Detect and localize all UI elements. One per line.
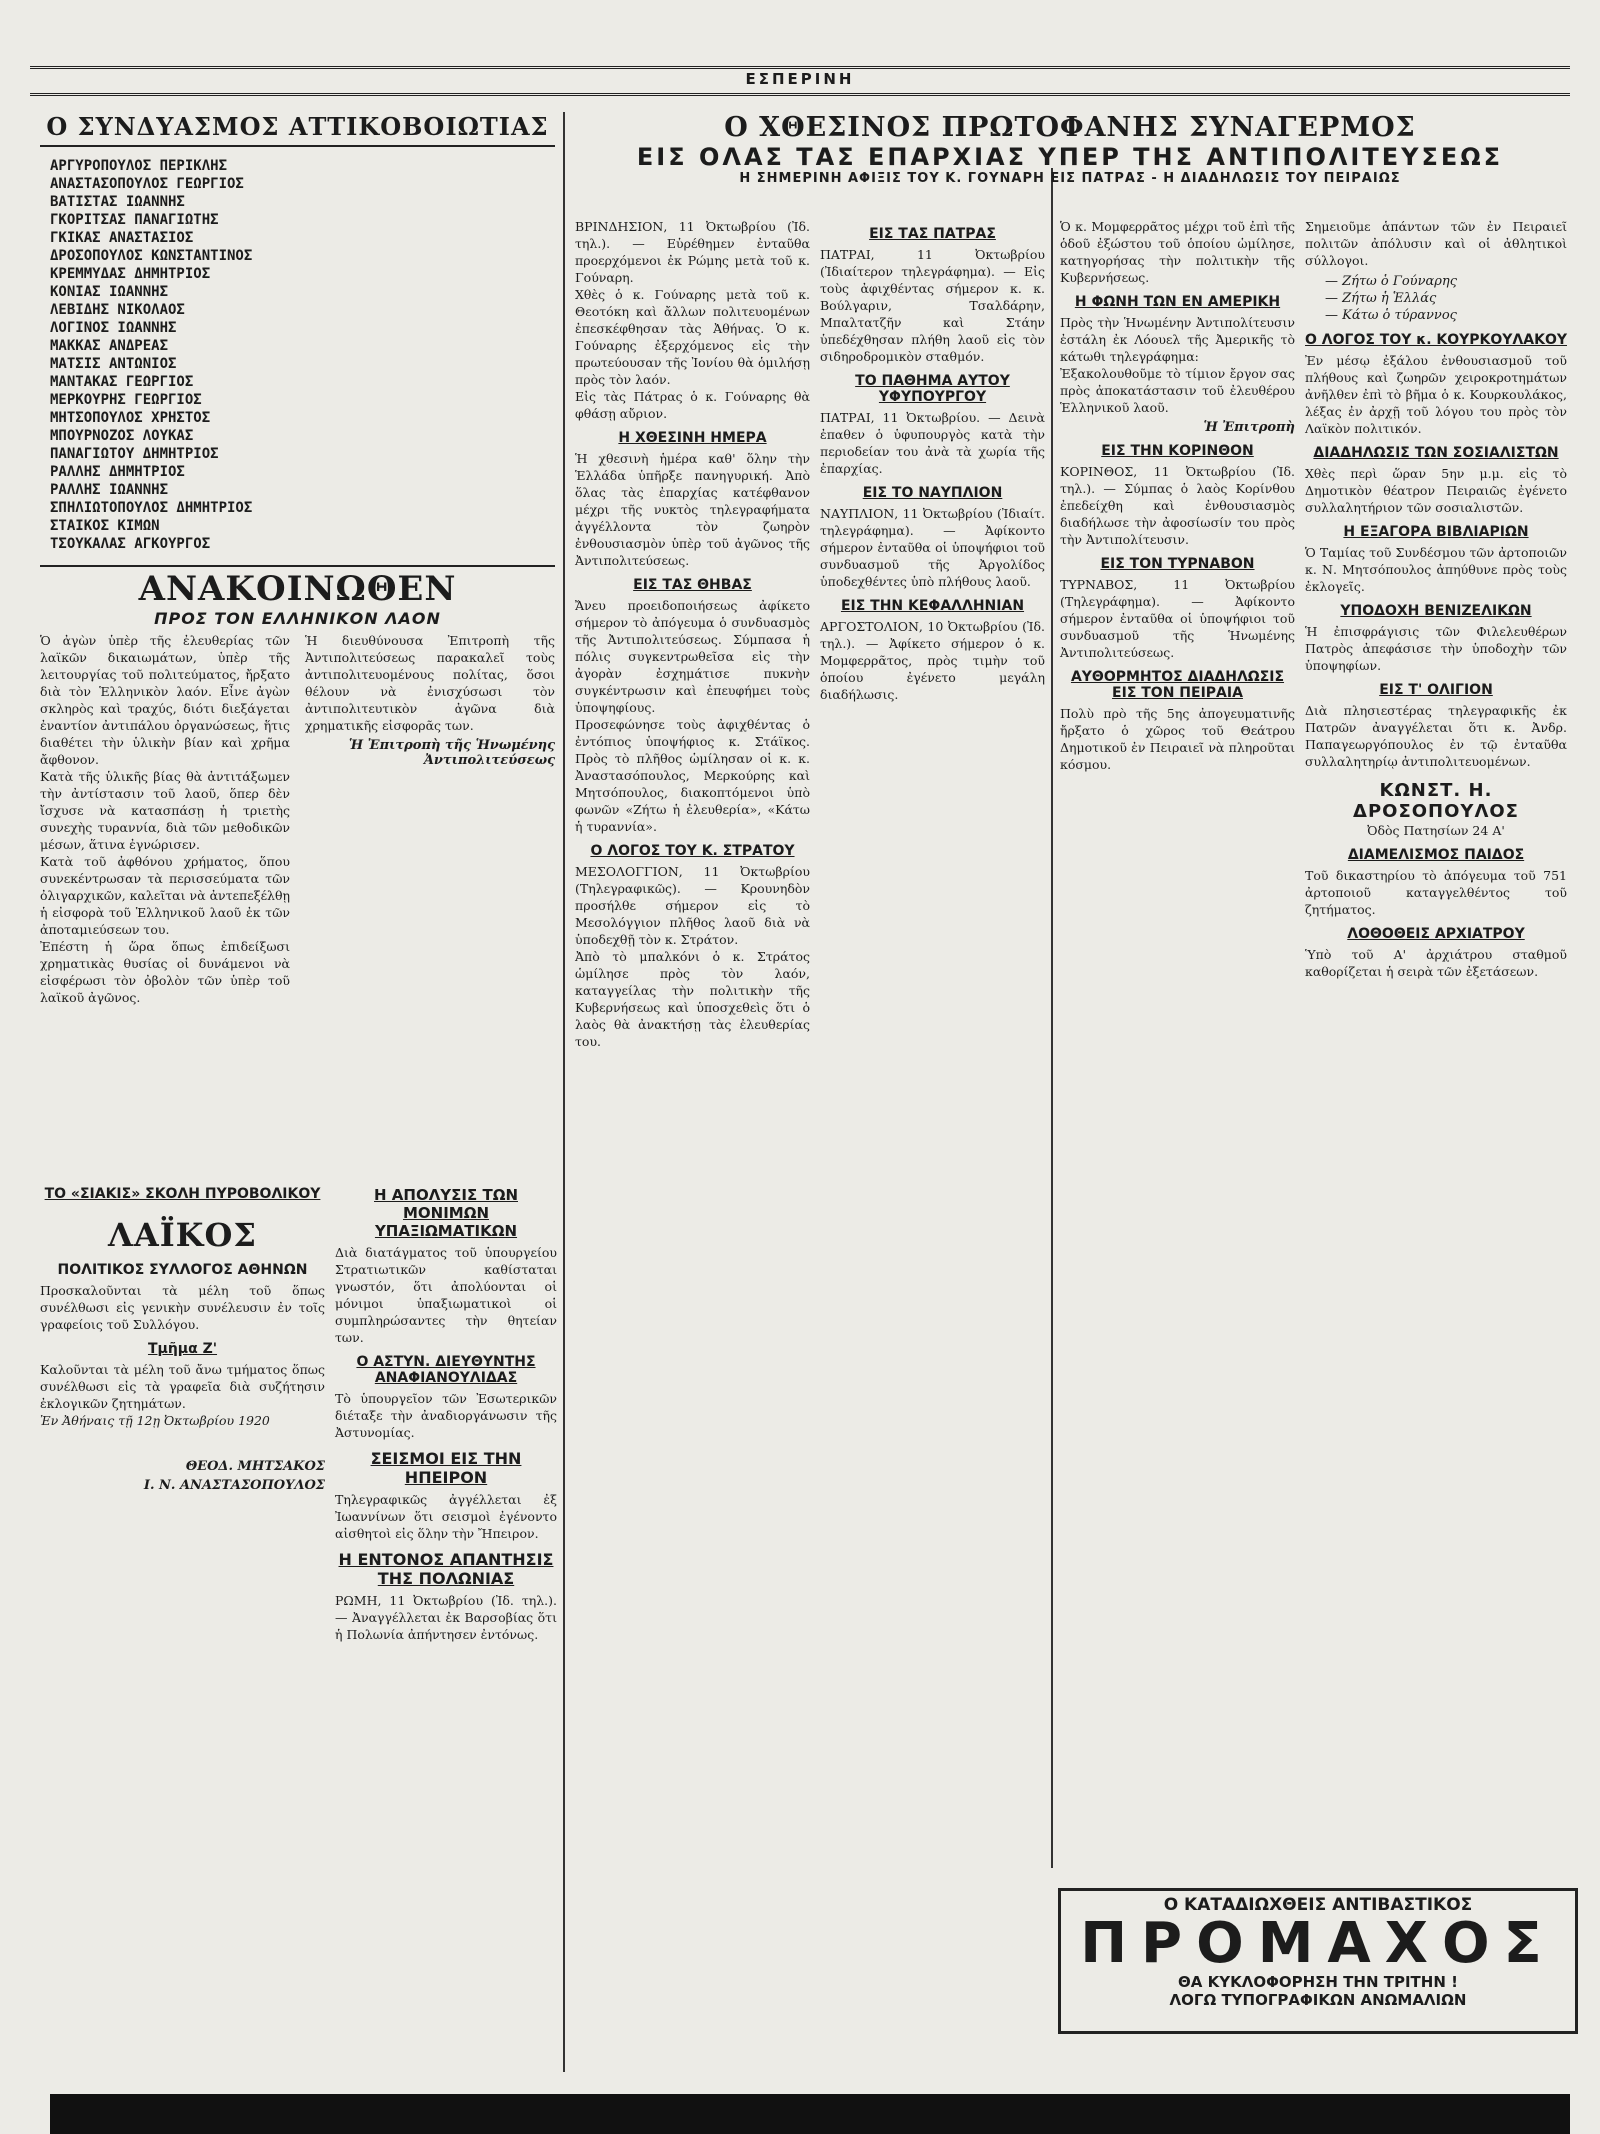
oligion-paragraph: Διὰ πλησιεστέρας τηλεγραφικῆς ἐκ Πατρῶν ἀναγγέλεται ὅτι κ. Ἀνδρ. Παπαγεωργόπουλος ἐν τῷ ἐνταῦθα συλλαλητηρίῳ ἀντιπολιτευομένων. [1305, 703, 1567, 769]
candidate-name: ΑΡΓΥΡΟΠΟΥΛΟΣ ΠΕΡΙΚΛΗΣ [50, 158, 228, 174]
candidate-name: ΔΡΟΣΟΠΟΥΛΟΣ ΚΩΝΣΤΑΝΤΙΝΟΣ [50, 248, 253, 264]
day-heading: Η ΧΘΕΣΙΝΗ ΗΜΕΡΑ [618, 430, 767, 446]
police-heading: Ο ΑΣΤΥΝ. ΔΙΕΥΘΥΝΤΗΣ ΑΝΑΦΙΑΝΟΥΛΙΔΑΣ [356, 1354, 536, 1386]
doctor-heading: ΛΟΘΟΘΕΙΣ ΑΡΧΙΑΤΡΟΥ [1347, 926, 1525, 942]
left-middle-column [335, 1178, 557, 1643]
promahos-title: ΠΡΟΜΑΧΟΣ [1080, 1911, 1556, 1976]
america-paragraph: Ἐξακολουθοῦμε τὸ τίμιον ἔργον σας πρὸς ἀποκατάστασιν τοῦ ἐλευθέρου Ἑλληνικοῦ λαοῦ. [1060, 366, 1295, 415]
stratos-paragraph: Ἀπὸ τὸ μπαλκόνι ὁ κ. Στράτος ὡμίλησε πρὸς τὸν λαόν, καταγγείλας τὴν πολιτικὴν τῆς Κυβερνήσεως καὶ ὑποσχεθεὶς ὅτι ὁ λαὸς θὰ ἀνακτήσῃ τὰς ἐλευθερίας του. [575, 949, 810, 1049]
ad-name: ΚΩΝΣΤ. Η. ΔΡΟΣΟΠΟΥΛΟΣ [1353, 780, 1519, 822]
column-rule [1051, 168, 1053, 1868]
nafplion-paragraph: ΝΑΥΠΛΙΟΝ, 11 Ὀκτωβρίου (Ἰδιαίτ. τηλεγράφημα). — Ἀφίκοντο σήμερον ἐνταῦθα οἱ ὑποψήφιοι τοῦ συνδυασμοῦ τῆς Ἀργολίδος ὑποδεχθέντες ὑπὸ πλήθους λαοῦ. [820, 506, 1045, 589]
candidate-name: ΜΗΤΣΟΠΟΥΛΟΣ ΧΡΗΣΤΟΣ [50, 410, 211, 426]
kourkoulakos-paragraph: Ἐν μέσῳ ἐξάλου ἐνθουσιασμοῦ τοῦ πλήθους καὶ ζωηρῶν χειροκροτημάτων ἀνῆλθεν ἐπὶ τὸ βῆμα ὁ κ. Κουρκουλάκος, λέξας ἐν ἀρχῇ τοῦ λόγου του πρὸς τὸν Λαϊκὸν πολιτικόν. [1305, 353, 1567, 436]
main-column-1 [575, 218, 810, 1050]
tyrnavos-heading: ΕΙΣ ΤΟΝ ΤΥΡΝΑΒΟΝ [1100, 556, 1255, 572]
laikos-date: Ἐν Ἀθήναις τῇ 12ῃ Ὀκτωβρίου 1920 [40, 1413, 270, 1428]
earthquake-paragraph: Τηλεγραφικῶς ἀγγέλλεται ἐξ Ἰωαννίνων ὅτι σεισμοὶ ἐγένοντο αἰσθητοὶ εἰς ὅλην τὴν Ἤπειρον. [335, 1492, 557, 1541]
candidate-name: ΑΝΑΣΤΑΣΟΠΟΥΛΟΣ ΓΕΩΡΓΙΟΣ [50, 176, 244, 192]
left-lower-column [40, 1178, 325, 1493]
oligion-heading: ΕΙΣ Τ' ΟΛΙΓΙΟΝ [1379, 682, 1493, 698]
corinth-heading: ΕΙΣ ΤΗΝ ΚΟΡΙΝΘΟΝ [1101, 443, 1254, 459]
candidate-name: ΤΣΟΥΚΑΛΑΣ ΑΓΚΟΥΡΓΟΣ [50, 536, 211, 552]
venizelists-paragraph: Ἡ ἐπισφράγισις τῶν Φιλελευθέρων Πατρὸς ἀπεφάσισε τὴν ὑποδοχὴν τῶν ὑποψηφίων. [1305, 624, 1567, 673]
announcement-signature: Ἡ Ἐπιτροπὴ τῆς Ἡνωμένης Ἀντιπολιτεύσεως [348, 738, 555, 768]
candidate-name: ΜΠΟΥΡΝΟΖΟΣ ΛΟΥΚΑΣ [50, 428, 194, 444]
candidate-name: ΒΑΤΙΣΤΑΣ ΙΩΑΝΝΗΣ [50, 194, 185, 210]
candidate-name: ΣΤΑΙΚΟΣ ΚΙΜΩΝ [50, 518, 160, 534]
candidate-name: ΜΕΡΚΟΥΡΗΣ ΓΕΩΡΓΙΟΣ [50, 392, 202, 408]
corinth-paragraph: ΚΟΡΙΝΘΟΣ, 11 Ὀκτωβρίου (Ἰδ. τηλ.). — Σύμπας ὁ λαὸς Κορίνθου ἐπεδείχθη καὶ ἐνθουσιασμὸς διαδήλωσε τὴν ἀφοσίωσίν του πρὸς τὴν Ἀντιπολίτευσιν. [1060, 464, 1295, 547]
announcement-paragraph: Ἡ διευθύνουσα Ἐπιτροπὴ τῆς Ἀντιπολιτεύσεως παρακαλεῖ τοὺς ἀντιπολιτευομένους πολίτας, ὅσοι θέλουν νὰ ἐνισχύσωσι τὸν ἀντιπολιτευτικὸν ἀγῶνα διὰ χρηματικῆς εἰσφορᾶς των. [305, 633, 555, 733]
cheer-line: — Ζήτω ἡ Ἑλλάς [1325, 291, 1437, 306]
promahos-line-3: ΘΑ ΚΥΚΛΟΦΟΡΗΣΗ ΤΗΝ ΤΡΙΤΗΝ ! [1178, 1973, 1458, 1991]
poland-paragraph: ΡΩΜΗ, 11 Ὀκτωβρίου (Ἰδ. τηλ.). — Ἀναγγέλλεται ἐκ Βαρσοβίας ὅτι ἡ Πολωνία ἀπήντησεν ἐντόνως. [335, 1593, 557, 1642]
column-rule [563, 112, 565, 2072]
brindisi-paragraph: ΒΡΙΝΔΗΣΙΟΝ, 11 Ὀκτωβρίου (Ἰδ. τηλ.). — Εὑρέθημεν ἐνταῦθα προερχόμενοι ἐκ Ρώμης μετὰ τοῦ κ. Γούναρη. [575, 219, 810, 285]
left-headline: Ο ΣΥΝΔΥΑΣΜΟΣ ΑΤΤΙΚΟΒΟΙΩΤΙΑΣ [40, 112, 555, 147]
piraeus-heading: ΑΥΘΟΡΜΗΤΟΣ ΔΙΑΔΗΛΩΣΙΣ ΕΙΣ ΤΟΝ ΠΕΙΡΑΙΑ [1070, 669, 1285, 701]
america-paragraph: Πρὸς τὴν Ἡνωμένην Ἀντιπολίτευσιν ἐστάλη ἐκ Λόουελ τῆς Ἀμερικῆς τὸ κάτωθι τηλεγράφημα: [1060, 315, 1295, 364]
booklets-heading: Η ΕΞΑΓΟΡΑ ΒΙΒΛΙΑΡΙΩΝ [1343, 524, 1529, 540]
cheer-line: — Κάτω ὁ τύραννος [1325, 308, 1457, 323]
candidate-name: ΛΟΓΙΝΟΣ ΙΩΑΝΝΗΣ [50, 320, 177, 336]
kourkoulakos-heading: Ο ΛΟΓΟΣ ΤΟΥ κ. ΚΟΥΡΚΟΥΛΑΚΟΥ [1305, 332, 1567, 348]
left-column [40, 112, 555, 1006]
candidate-name: ΓΚΟΡΙΤΣΑΣ ΠΑΝΑΓΙΩΤΗΣ [50, 212, 219, 228]
main-headline: Ο ΧΘΕΣΙΝΟΣ ΠΡΩΤΟΦΑΝΗΣ ΣΥΝΑΓΕΡΜΟΣ [724, 112, 1416, 143]
brindisi-paragraph: Χθὲς ὁ κ. Γούναρης μετὰ τοῦ κ. Θεοτόκη καὶ ἄλλων πολιτευομένων ἐπεσκέφθησαν τὰς Ἀθήνας. Ὁ κ. Γούναρης ἐξερχόμενος εἰς τὴν πρωτεύουσαν τῆς Ἰονίου θὰ ὁμιλήσῃ πρὸς τὸν λαόν. [575, 287, 810, 387]
child-paragraph: Τοῦ δικαστηρίου τὸ ἀπόγευμα τοῦ 751 ἀρτοποιοῦ καταγγελθέντος τοῦ ζητήματος. [1305, 868, 1567, 917]
masthead-title: ΕΣΠΕΡΙΝΗ [738, 70, 863, 88]
booklets-paragraph: Ὁ Ταμίας τοῦ Συνδέσμου τῶν ἀρτοποιῶν κ. Ν. Μητσόπουλος ἀπηύθυνε πρὸς τοὺς ἐκλογεῖς. [1305, 545, 1567, 594]
promahos-ad [1058, 1888, 1578, 2034]
candidate-name: ΡΑΛΛΗΣ ΙΩΑΝΝΗΣ [50, 482, 169, 498]
candidate-name: ΓΚΙΚΑΣ ΑΝΑΣΤΑΣΙΟΣ [50, 230, 194, 246]
socialists-heading: ΔΙΑΔΗΛΩΣΙΣ ΤΩΝ ΣΟΣΙΑΛΙΣΤΩΝ [1313, 445, 1559, 461]
laikos-paragraph: Καλοῦνται τὰ μέλη τοῦ ἄνω τμήματος ὅπως συνέλθωσι εἰς τὰ γραφεῖα διὰ συζήτησιν ἐκλογικῶν ζητημάτων. [40, 1362, 325, 1411]
announcement-paragraph: Ὁ ἀγὼν ὑπὲρ τῆς ἐλευθερίας τῶν λαϊκῶν δικαιωμάτων, ὑπὲρ τῆς λειτουργίας τοῦ πολιτεύματος, ἤρξατο διὰ τὸν Ἑλληνικὸν λαόν. Εἶνε ἀγὼν σκληρὸς καὶ τραχύς, διότι διεξάγεται ἐναντίον ἀντιπάλου ὀργανώσεως, ἥτις διαθέτει τὴν ὑλικὴν βίαν καὶ χρῆμα ἄφθονον. [40, 633, 290, 767]
signature: ΘΕΟΔ. ΜΗΤΣΑΚΟΣ [185, 1459, 325, 1474]
footer-bar [50, 2094, 1570, 2134]
deputy-heading: ΤΟ ΠΑΘΗΜΑ ΑΥΤΟΥ ΥΦΥΠΟΥΡΓΟΥ [855, 373, 1010, 405]
right-paragraph: Ὁ κ. Μομφερρᾶτος μέχρι τοῦ ἐπὶ τῆς ὁδοῦ ἐξώστου τοῦ ὁποίου ὡμίλησε, κατηγορήσας τὴν πολιτικὴν τῆς Κυβερνήσεως. [1060, 219, 1295, 285]
announcement-paragraph: Ἐπέστη ἡ ὥρα ὅπως ἐπιδείξωσι χρηματικὰς θυσίας οἱ δυνάμενοι νὰ εἰσφέρωσι τὸν ὀβολὸν τῶν ὑπὲρ τοῦ λαϊκοῦ ἀγῶνος. [40, 939, 290, 1005]
ad-address: Ὀδὸς Πατησίων 24 Α' [1367, 823, 1505, 838]
patras-heading: ΕΙΣ ΤΑΣ ΠΑΤΡΑΣ [869, 226, 996, 242]
thebes-heading: ΕΙΣ ΤΑΣ ΘΗΒΑΣ [633, 577, 752, 593]
day-paragraph: Ἡ χθεσινὴ ἡμέρα καθ' ὅλην τὴν Ἑλλάδα ὑπῆρξε πανηγυρική. Ἀπὸ ὅλας τὰς ἐπαρχίας κατέφθανον μέχρι τῆς νυκτὸς τηλεγραφήματα ἀγγέλλοντα τὸν ζωηρὸν ἐνθουσιασμὸν ὑπὲρ τοῦ ἀγῶνος τῆς Ἀντιπολιτεύσεως. [575, 451, 810, 568]
laikos-title: ΛΑΪΚΟΣ [108, 1216, 257, 1254]
far-paragraph: Σημειοῦμε ἁπάντων τῶν ἐν Πειραιεῖ πολιτῶν ἀπόλυσιν καὶ οἱ ἀθλητικοὶ σύλλογοι. [1305, 219, 1567, 268]
brindisi-paragraph: Εἰς τὰς Πάτρας ὁ κ. Γούναρης θὰ φθάσῃ αὔριον. [575, 389, 810, 421]
stratos-heading: Ο ΛΟΓΟΣ ΤΟΥ Κ. ΣΤΡΑΤΟΥ [590, 843, 795, 859]
poland-heading: Η ΕΝΤΟΝΟΣ ΑΠΑΝΤΗΣΙΣ ΤΗΣ ΠΟΛΩΝΙΑΣ [338, 1550, 554, 1588]
candidate-name: ΜΑΤΣΙΣ ΑΝΤΩΝΙΟΣ [50, 356, 177, 372]
doctor-paragraph: Ὑπὸ τοῦ Α' ἀρχιάτρου σταθμοῦ καθορίζεται ἡ σειρὰ τῶν ἐξετάσεων. [1305, 947, 1567, 979]
announcement-paragraph: Κατὰ τοῦ ἀφθόνου χρήματος, ὅπου συνεκέντρωσαν τὰ περισσεύματα τῶν ὀλιγαρχικῶν, καλεῖται νὰ ἀντεπεξέλθῃ ἡ εἰσφορὰ τοῦ Ἑλληνικοῦ λαοῦ ἐκ τῶν ἀποταμιεύσεων του. [40, 854, 290, 937]
candidate-name: ΣΠΗΛΙΩΤΟΠΟΥΛΟΣ ΔΗΜΗΤΡΙΟΣ [50, 500, 253, 516]
candidate-name: ΠΑΝΑΓΙΩΤΟΥ ΔΗΜΗΤΡΙΟΣ [50, 446, 219, 462]
america-heading: Η ΦΩΝΗ ΤΩΝ ΕΝ ΑΜΕΡΙΚΗ [1074, 294, 1281, 310]
earthquake-heading: ΣΕΙΣΜΟΙ ΕΙΣ ΤΗΝ ΗΠΕΙΡΟΝ [370, 1449, 522, 1487]
announcement-paragraph: Κατὰ τῆς ὑλικῆς βίας θὰ ἀντιτάξωμεν τὴν ἀντίστασιν τοῦ λαοῦ, ὅπερ δὲν ἴσχυσε νὰ κατασπάσῃ ἡ τριετὴς συνεχὴς τυραννία, διὰ τῶν μεθοδικῶν μέσων, ἅτινα ἐγνώρισεν. [40, 769, 290, 852]
cheers-list [1325, 273, 1567, 324]
right-column-2 [1305, 218, 1567, 980]
socialists-paragraph: Χθὲς περὶ ὥραν 5ην μ.μ. εἰς τὸ Δημοτικὸν θέατρον Πειραιῶς ἐγένετο συλλαλητήριον τῶν σοσιαλιστῶν. [1305, 466, 1567, 515]
candidate-name: ΡΑΛΛΗΣ ΔΗΜΗΤΡΙΟΣ [50, 464, 185, 480]
school-heading: ΤΟ «ΣΙΑΚΙΣ» ΣΚΟΛΗ ΠΥΡΟΒΟΛΙΚΟΥ [44, 1186, 321, 1202]
main-subsubheadline: Η ΣΗΜΕΡΙΝΗ ΑΦΙΞΙΣ ΤΟΥ Κ. ΓΟΥΝΑΡΗ ΕΙΣ ΠΑΤΡΑΣ - Η ΔΙΑΔΗΛΩΣΙΣ ΤΟΥ ΠΕΙΡΑΙΩΣ [739, 171, 1401, 186]
candidate-name: ΚΡΕΜΜΥΔΑΣ ΔΗΜΗΤΡΙΟΣ [50, 266, 211, 282]
kefalonia-paragraph: ΑΡΓΟΣΤΟΛΙΟΝ, 10 Ὀκτωβρίου (Ἰδ. τηλ.). — Ἀφίκετο σήμερον ὁ κ. Μομφερρᾶτος, πρὸς τιμὴν τοῦ ὁποίου ἐγένετο μεγάλη διαδήλωσις. [820, 619, 1045, 702]
child-heading: ΔΙΑΜΕΛΙΣΜΟΣ ΠΑΙΔΟΣ [1347, 847, 1525, 863]
thebes-paragraph: Ἄνευ προειδοποιήσεως ἀφίκετο σήμερον τὸ ἀπόγευμα ὁ συνδυασμὸς τῆς Ἀντιπολιτεύσεως. Σύμπασα ἡ πόλις συγκεντρωθεῖσα εἰς τὴν ἀγορὰν ἐσχημάτισε πυκνὴν συγκέντρωσιν καὶ ἐπευφήμει τοὺς ὑποψηφίους. [575, 598, 810, 715]
police-paragraph: Τὸ ὑπουργεῖον τῶν Ἐσωτερικῶν διέταξε τὴν ἀναδιοργάνωσιν τῆς Ἀστυνομίας. [335, 1391, 557, 1440]
deputy-paragraph: ΠΑΤΡΑΙ, 11 Ὀκτωβρίου. — Δεινὰ ἐπαθεν ὁ ὑφυπουργὸς κατὰ τὴν περιοδείαν του ἀνὰ τὰ χωρία τῆς ἐπαρχίας. [820, 410, 1045, 476]
masthead [30, 66, 1570, 96]
piraeus-paragraph: Πολὺ πρὸ τῆς 5ης ἀπογευματινῆς ἤρξατο ὁ χῶρος τοῦ Θεάτρου Δημοτικοῦ ἐν Πειραιεῖ νὰ πληροῦται κόσμου. [1060, 706, 1295, 772]
main-subheadline: ΕΙΣ ΟΛΑΣ ΤΑΣ ΕΠΑΡΧΙΑΣ ΥΠΕΡ ΤΗΣ ΑΝΤΙΠΟΛΙΤΕΥΣΕΩΣ [636, 143, 1504, 171]
candidate-list [50, 157, 555, 553]
thebes-paragraph: Προσεφώνησε τοὺς ἀφιχθέντας ὁ ἐντόπιος ὑποψήφιος κ. Στάϊκος. Πρὸς τὸ πλῆθος ὡμίλησαν οἱ κ. κ. Ἀναστασόπουλος, Μερκούρης καὶ Μητσόπουλος, διακοπτόμενοι ὑπὸ φωνῶν «Ζήτω ἡ ἐλευθερία», «Κάτω ἡ τυραννία». [575, 717, 810, 834]
right-column-1 [1060, 218, 1295, 773]
candidate-name: ΚΟΝΙΑΣ ΙΩΑΝΝΗΣ [50, 284, 169, 300]
candidate-name: ΜΑΝΤΑΚΑΣ ΓΕΩΡΓΙΟΣ [50, 374, 194, 390]
laikos-paragraph: Προσκαλοῦνται τὰ μέλη τοῦ ὅπως συνέλθωσι εἰς γενικὴν συνέλευσιν ἐν τοῖς γραφείοις τοῦ Συλλόγου. [40, 1283, 325, 1332]
candidate-name: ΜΑΚΚΑΣ ΑΝΔΡΕΑΣ [50, 338, 169, 354]
venizelists-heading: ΥΠΟΔΟΧΗ ΒΕΝΙΖΕΛΙΚΩΝ [1340, 603, 1532, 619]
announcement-title: ΑΝΑΚΟΙΝΩΘΕΝ [40, 565, 555, 609]
announcement-subtitle: ΠΡΟΣ ΤΟΝ ΕΛΛΗΝΙΚΟΝ ΛΑΟΝ [154, 609, 441, 628]
cheer-line: — Ζήτω ὁ Γούναρης [1325, 274, 1457, 289]
apolysis-heading: Η ΑΠΟΛΥΣΙΣ ΤΩΝ ΜΟΝΙΜΩΝ ΥΠΑΞΙΩΜΑΤΙΚΩΝ [374, 1186, 518, 1240]
laikos-section: Τμῆμα Ζ' [147, 1341, 218, 1357]
laikos-subtitle: ΠΟΛΙΤΙΚΟΣ ΣΥΛΛΟΓΟΣ ΑΘΗΝΩΝ [57, 1262, 308, 1278]
candidate-name: ΛΕΒΙΔΗΣ ΝΙΚΟΛΑΟΣ [50, 302, 185, 318]
promahos-line-4: ΛΟΓΩ ΤΥΠΟΓΡΑΦΙΚΩΝ ΑΝΩΜΑΛΙΩΝ [1169, 1991, 1467, 2009]
stratos-paragraph: ΜΕΣΟΛΟΓΓΙΟΝ, 11 Ὀκτωβρίου (Τηλεγραφικῶς). — Κρουνηδὸν προσήλθε σήμερον εἰς τὸ Μεσολόγγιον πλῆθος λαοῦ διὰ νὰ ὑποδεχθῇ τὸν κ. Στράτον. [575, 864, 810, 947]
signature: Ι. Ν. ΑΝΑΣΤΑΣΟΠΟΥΛΟΣ [143, 1478, 325, 1493]
patras-paragraph: ΠΑΤΡΑΙ, 11 Ὀκτωβρίου (Ἰδιαίτερον τηλεγράφημα). — Εἰς τοὺς ἀφιχθέντας σήμερον κ. κ. Βούλγαριν, Τσαλδάρην, Μπαλτατζῆν καὶ Στάην ὑπεδέχθησαν πλήθη λαοῦ εἰς τὸν σιδηροδρομικὸν σταθμόν. [820, 247, 1045, 364]
tyrnavos-paragraph: ΤΥΡΝΑΒΟΣ, 11 Ὀκτωβρίου (Τηλεγράφημα). — Ἀφίκοντο σήμερον ἐνταῦθα οἱ ὑποψήφιοι τοῦ συνδυασμοῦ τῆς Ἡνωμένης Ἀντιπολιτεύσεως. [1060, 577, 1295, 660]
kefalonia-heading: ΕΙΣ ΤΗΝ ΚΕΦΑΛΛΗΝΙΑΝ [840, 598, 1025, 614]
main-column-2 [820, 218, 1045, 703]
america-signature: Ἡ Ἐπιτροπὴ [1203, 420, 1295, 435]
promahos-line-1: Ο ΚΑΤΑΔΙΩΧΘΕΙΣ ΑΝΤΙΒΑΣΤΙΚΟΣ [1163, 1895, 1473, 1915]
apolysis-paragraph: Διὰ διατάγματος τοῦ ὑπουργείου Στρατιωτικῶν καθίσταται γνωστόν, ὅτι ἀπολύονται οἱ μόνιμοι ὑπαξιωματικοὶ οἱ συμπληρώσαντες τὴν θητείαν των. [335, 1245, 557, 1345]
nafplion-heading: ΕΙΣ ΤΟ ΝΑΥΠΛΙΟΝ [862, 485, 1003, 501]
main-headline-block [575, 112, 1565, 186]
